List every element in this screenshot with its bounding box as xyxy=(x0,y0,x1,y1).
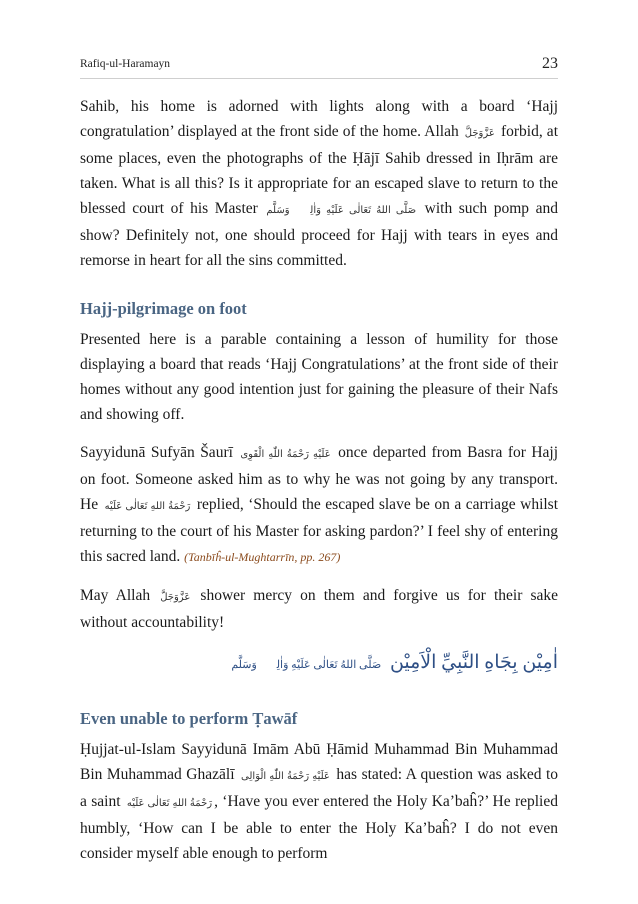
paragraph-3-text-b: once departed from Basra for Hajj on foot. Someone asked him as to why he was not going by any transport. He xyxy=(80,444,558,513)
paragraph-4-text-b: shower mercy on them and forgive us for their sake without accountability! xyxy=(80,587,559,631)
paragraph-5-text-a: Ḥujjat-ul-Islam Sayyidunā Imām Abū Ḥāmid Muhammad Bin Muhammad Bin Muhammad Ghazālī xyxy=(80,741,558,783)
paragraph-5 xyxy=(80,737,558,866)
running-title: Rafiq-ul-Haramayn xyxy=(80,58,171,70)
paragraph-1-text-b: forbid, at some places, even the photographs of the Ḥājī Sahib dressed in Iḥrām are taken. What is all this? Is it appropriate for an escaped slave to return to the blessed court of his Master xyxy=(80,123,558,217)
dua-salawat: صَلَّى اللهُ تَعَالٰى عَلَيْهِ وَاٰلِهٖ وَسَلَّم xyxy=(231,659,382,671)
paragraph-3 xyxy=(80,440,558,570)
honorific-rahmatullah: رَحْمَةُ اللهِ تَعَالٰى عَلَيْه xyxy=(126,798,213,809)
dua-line xyxy=(80,648,558,680)
section-heading-hajj-on-foot: Hajj-pilgrimage on foot xyxy=(80,299,247,318)
paragraph-4-text-a: May Allah xyxy=(80,587,151,604)
paragraph-5-text-b: has stated: A question was asked to a saint xyxy=(80,766,559,810)
page-body xyxy=(80,94,558,879)
paragraph-5-text-c: , ‘Have you ever entered the Holy Ka’baĥ?’ He replied humbly, ‘How can I be able to enter the Holy Ka’baĥ? I do not even consider myself able enough to perform xyxy=(80,793,558,862)
page-number: 23 xyxy=(542,55,558,72)
paragraph-1-text-a: Sahib, his home is adorned with lights along with a board ‘Hajj congratulation’ displayed at the front side of the home. Allah xyxy=(80,98,558,140)
paragraph-4 xyxy=(80,583,558,635)
honorific-salawat: صَلَّى اللهُ تَعَالٰى عَلَيْهِ وَاٰلِهٖ وَسَلَّم xyxy=(266,205,417,216)
honorific-rahmatullah: رَحْمَةُ اللهِ تَعَالٰى عَلَيْه xyxy=(104,501,191,512)
paragraph-2: Presented here is a parable containing a lesson of humility for those displaying a board that reads ‘Hajj Congratulations’ at the front side of their homes without any good intention just for gaining the pleasure of their Nafs and showing off. xyxy=(80,331,558,423)
paragraph-1 xyxy=(80,94,558,273)
section-heading-tawaf: Even unable to perform Ṭawāf xyxy=(80,709,298,728)
honorific-rahmatullah-wali: عَلَيْهِ رَحْمَةُ اللّٰهِ الْوَالِی xyxy=(241,771,330,782)
paragraph-3-text-a: Sayyidunā Sufyān Šaurī xyxy=(80,444,233,461)
reference-citation: (Tanbīĥ-ul-Mughtarrīn, pp. 267) xyxy=(184,550,341,564)
paragraph-3-text-c: replied, ‘Should the escaped slave be on a carriage whilst returning to the court of his Master for asking pardon?’ I feel shy of entering this sacred land. xyxy=(80,496,559,565)
honorific-rahmatullah-qawi: عَلَيْهِ رَحْمَةُ اللّٰهِ الْقَوِی xyxy=(240,449,331,460)
paragraph-1-text-c: with such pomp and show? Definitely not, one should proceed for Hajj with tears in eyes and remorse in heart for all the sins committed. xyxy=(80,200,559,269)
honorific-azzawajal: عَزَّوَجَلَّ xyxy=(464,128,495,139)
page-header xyxy=(80,56,558,79)
honorific-azzawajal: عَزَّوَجَلَّ xyxy=(160,592,191,603)
dua-main: اٰمِيْن بِجَاهِ النَّبِيِّ الْاَمِيْن xyxy=(389,652,558,673)
